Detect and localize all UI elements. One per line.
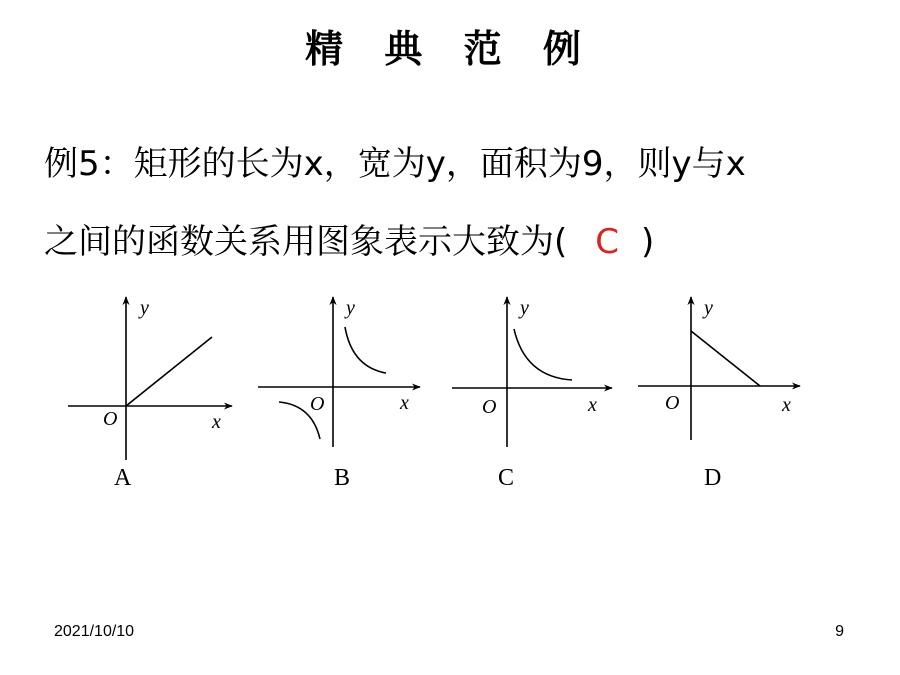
question-line-2-prefix: 之间的函数关系用图象表示大致为( (44, 222, 568, 262)
graph-c-curve (514, 329, 572, 380)
graph-d-curve (691, 331, 760, 386)
graph-a-x-label: x (212, 411, 221, 433)
answer-text: C (595, 222, 620, 262)
graph-d-origin-label: O (665, 392, 680, 414)
graph-a-curve (126, 337, 212, 406)
footer-date: 2021/10/10 (54, 623, 135, 640)
graph-b-origin-label: O (310, 393, 325, 415)
graph-c (452, 297, 612, 491)
graph-a-y-label: y (140, 297, 149, 319)
graph-a-option-label: A (114, 465, 132, 491)
graph-b-curve-q1 (345, 327, 386, 373)
graph-b (258, 297, 420, 491)
graph-d-option-label: D (704, 465, 722, 491)
graph-c-y-label: y (520, 297, 529, 319)
graph-c-x-label: x (588, 394, 597, 416)
option-graphs-svg (0, 285, 900, 505)
graph-a (68, 297, 232, 491)
graph-c-option-label: C (498, 465, 515, 491)
question-line-2 (44, 203, 874, 281)
page-number: 9 (835, 623, 844, 640)
graph-c-origin-label: O (482, 396, 497, 418)
slide-title: 精 典 范 例 (305, 26, 595, 71)
graph-d-y-label: y (704, 297, 713, 319)
graph-b-option-label: B (334, 465, 351, 491)
graph-b-x-label: x (400, 392, 409, 414)
graph-d-x-label: x (782, 394, 791, 416)
graph-d (638, 297, 800, 491)
question-text (44, 125, 874, 281)
graph-a-origin-label: O (103, 408, 118, 430)
question-line-2-suffix: ) (641, 222, 655, 262)
option-graphs (0, 285, 900, 505)
graph-b-y-label: y (346, 297, 355, 319)
question-line-1: 例5：矩形的长为x，宽为y，面积为9，则y与x (44, 144, 746, 184)
